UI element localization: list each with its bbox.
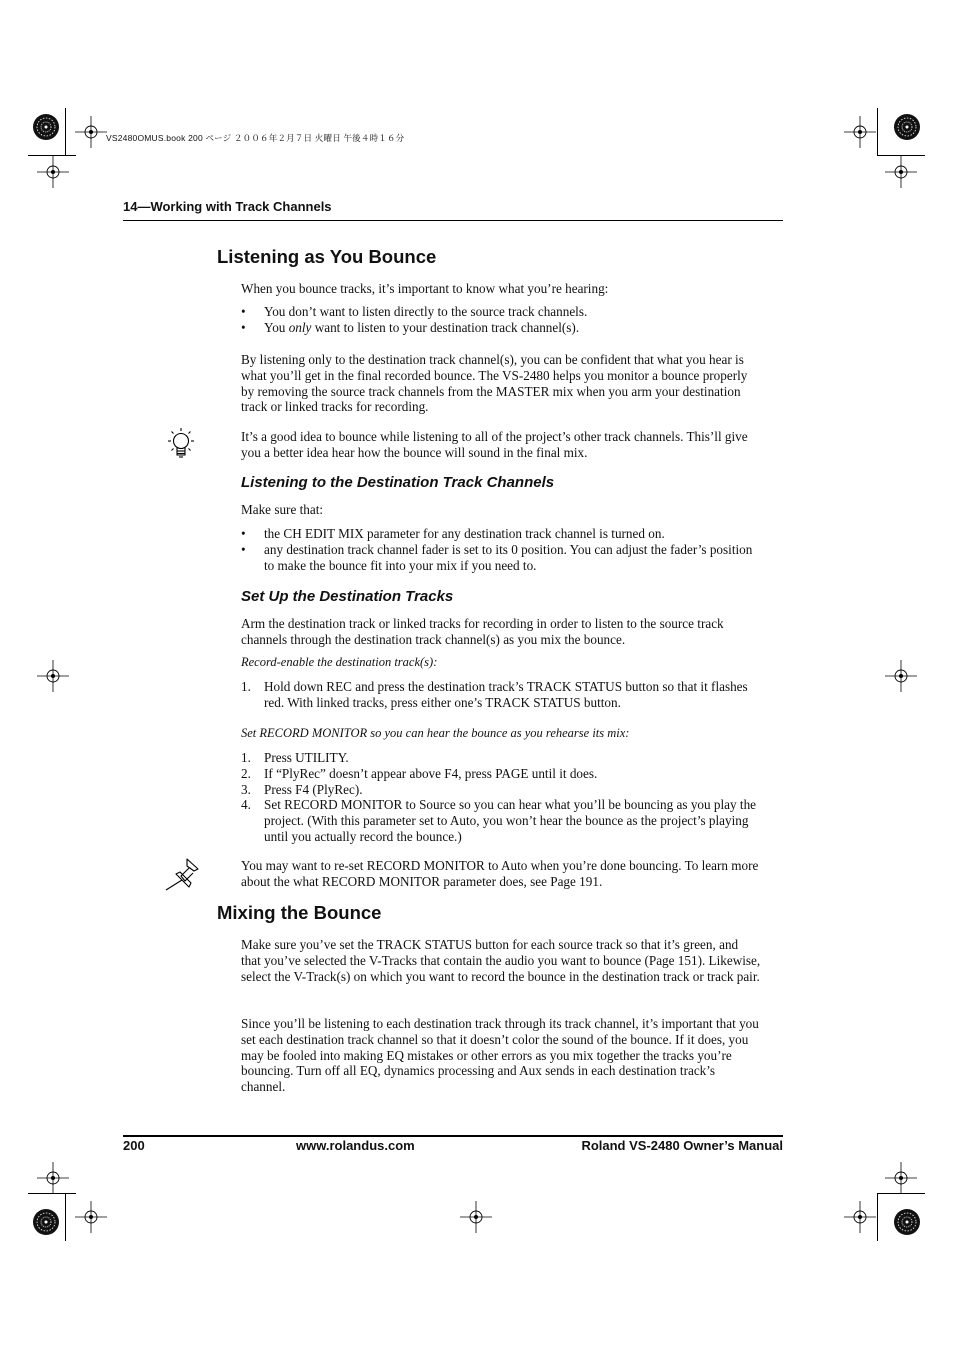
procedure-step: 4. Set RECORD MONITOR to Source so you can hear what you’ll be bouncing as you play the project. (With this parameter set to Auto, you won’t hear the bounce as the project’s playing until you actually record the bounce.) — [241, 797, 757, 844]
list-item: • the CH EDIT MIX parameter for any destination track channel is turned on. — [241, 526, 761, 542]
section1-paragraph: By listening only to the destination track channel(s), you can be confident that what you hear is what you’ll get in the final recorded bounce. The VS-2480 helps you monitor a bounce properly by removing the source track channels from the MASTER mix when you arm your destination track or linked tracks for recording. — [241, 352, 748, 415]
procedure-title-record-enable: Record-enable the destination track(s): — [241, 655, 438, 669]
lightbulb-tip-icon — [164, 426, 198, 464]
footer-manual-title: Roland VS-2480 Owner’s Manual — [581, 1138, 783, 1153]
subsection-title-setup-tracks: Set Up the Destination Tracks — [241, 588, 454, 605]
note-text: You may want to re-set RECORD MONITOR to Auto when you’re done bouncing. To learn more about the what RECORD MONITOR parameter does, see Page 191. — [241, 858, 759, 889]
subsection-title-destination-channels: Listening to the Destination Track Channels — [241, 474, 555, 491]
list-item: • You don’t want to listen directly to the source track channels. — [241, 304, 761, 320]
procedure-steps-record-enable — [241, 679, 761, 711]
procedure-step: 3. Press F4 (PlyRec). — [241, 781, 363, 797]
footer-rule — [123, 1135, 783, 1137]
list-item: • any destination track channel fader is set to its 0 position. You can adjust the fader’s position to make the bounce fit into your mix if you need to. — [241, 542, 761, 574]
sub1-bullets — [241, 526, 761, 573]
section1-bullets — [241, 304, 761, 336]
page-number: 200 — [123, 1138, 145, 1153]
footer-url: www.rolandus.com — [296, 1138, 415, 1153]
section-title-listening: Listening as You Bounce — [217, 246, 437, 267]
procedure-step: 1. Hold down REC and press the destination track’s TRACK STATUS button so that it flashes red. With linked tracks, press either one’s TRACK STATUS button. — [241, 679, 748, 710]
section1-intro: When you bounce tracks, it’s important to know what you’re hearing: — [241, 281, 609, 296]
procedure-title-record-monitor: Set RECORD MONITOR so you can hear the bounce as you rehearse its mix: — [241, 726, 630, 740]
section2-paragraph-2: Since you’ll be listening to each destination track through its track channel, it’s important that you set each destination track channel so that it doesn’t color the sound of the bounce. If it does, you may be fooled into making EQ mistakes or other errors as you mix together the tracks you’re bouncing. Turn off all EQ, dynamics processing and Aux sends in each destination track’s channel. — [241, 1016, 759, 1095]
tip-text: It’s a good idea to bounce while listening to all of the project’s other track channels. This’ll give you a better idea hear how the bounce will sound in the final mix. — [241, 429, 748, 460]
section2-paragraph-1: Make sure you’ve set the TRACK STATUS button for each source track so that it’s green, and that you’ve selected the V-Tracks that contain the audio you want to bounce (Page 151). Likewise, select the V-Track(s) on which you want to record the bounce in the destination track or track pair. — [241, 937, 761, 984]
running-header: 14—Working with Track Channels — [123, 199, 332, 214]
sub2-intro: Arm the destination track or linked tracks for recording in order to listen to the source track channels through the destination track channel(s) as you mix the bounce. — [241, 616, 724, 647]
procedure-steps-record-monitor — [241, 750, 761, 845]
print-slug: VS2480OMUS.book 200 ページ ２００６年２月７日 火曜日 午後４時１６分 — [106, 133, 405, 143]
procedure-step: 1. Press UTILITY. — [241, 750, 349, 765]
section-title-mixing: Mixing the Bounce — [217, 902, 382, 923]
header-rule — [123, 220, 783, 221]
procedure-step: 2. If “PlyRec” doesn’t appear above F4, press PAGE until it does. — [241, 765, 598, 781]
sub1-intro: Make sure that: — [241, 502, 324, 517]
list-item: • You only want to listen to your destination track channel(s). — [241, 320, 761, 336]
pushpin-note-icon — [163, 856, 201, 892]
